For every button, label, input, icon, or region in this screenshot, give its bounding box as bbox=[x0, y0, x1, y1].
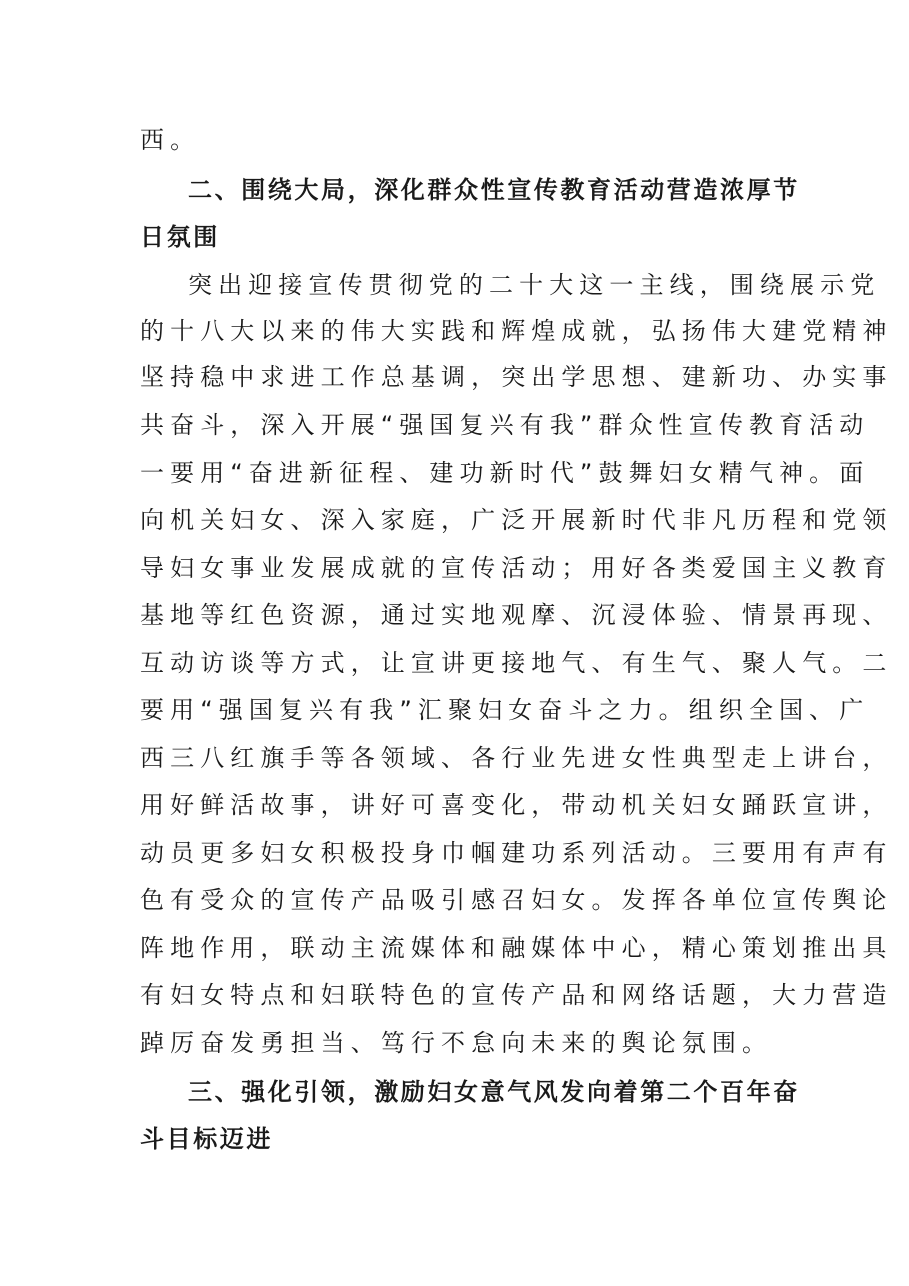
paragraph-line: 色有受众的宣传产品吸引感召妇女。发挥各单位宣传舆论 bbox=[140, 886, 893, 914]
paragraph-line: 共奋斗，深入开展“强国复兴有我”群众性宣传教育活动 bbox=[140, 411, 870, 439]
paragraph-line: 坚持稳中求进工作总基调，突出学思想、建新功、办实事 bbox=[140, 363, 893, 391]
section-heading: 斗目标迈进 bbox=[140, 1125, 273, 1153]
section-heading: 三、强化引领，激励妇女意气风发向着第二个百年奋 bbox=[188, 1078, 800, 1106]
paragraph-line: 有妇女特点和妇联特色的宣传产品和网络话题，大力营造 bbox=[140, 981, 893, 1009]
paragraph-line: 要用“强国复兴有我”汇聚妇女奋斗之力。组织全国、广 bbox=[140, 696, 870, 724]
text-line: 西。 bbox=[140, 126, 201, 154]
paragraph-line: 导妇女事业发展成就的宣传活动；用好各类爱国主义教育 bbox=[140, 554, 893, 582]
paragraph-line: 一要用“奋进新征程、建功新时代”鼓舞妇女精气神。面 bbox=[140, 459, 870, 487]
paragraph-line: 阵地作用，联动主流媒体和融媒体中心，精心策划推出具 bbox=[140, 934, 893, 962]
paragraph-line: 突出迎接宣传贯彻党的二十大这一主线，围绕展示党 bbox=[188, 271, 881, 299]
paragraph-line: 基地等红色资源，通过实地观摩、沉浸体验、情景再现、 bbox=[140, 601, 893, 629]
paragraph-line: 动员更多妇女积极投身巾帼建功系列活动。三要用有声有 bbox=[140, 839, 893, 867]
paragraph-line: 踔厉奋发勇担当、笃行不怠向未来的舆论氛围。 bbox=[140, 1029, 773, 1057]
section-heading: 二、围绕大局，深化群众性宣传教育活动营造浓厚节 bbox=[188, 176, 800, 204]
paragraph-line: 西三八红旗手等各领域、各行业先进女性典型走上讲台， bbox=[140, 744, 893, 772]
paragraph-line: 向机关妇女、深入家庭，广泛开展新时代非凡历程和党领 bbox=[140, 506, 893, 534]
paragraph-line: 的十八大以来的伟大实践和辉煌成就，弘扬伟大建党精神 bbox=[140, 317, 893, 345]
section-heading: 日氛围 bbox=[140, 223, 220, 251]
paragraph-line: 用好鲜活故事，讲好可喜变化，带动机关妇女踊跃宣讲， bbox=[140, 791, 893, 819]
paragraph-line: 互动访谈等方式，让宣讲更接地气、有生气、聚人气。二 bbox=[140, 649, 893, 677]
